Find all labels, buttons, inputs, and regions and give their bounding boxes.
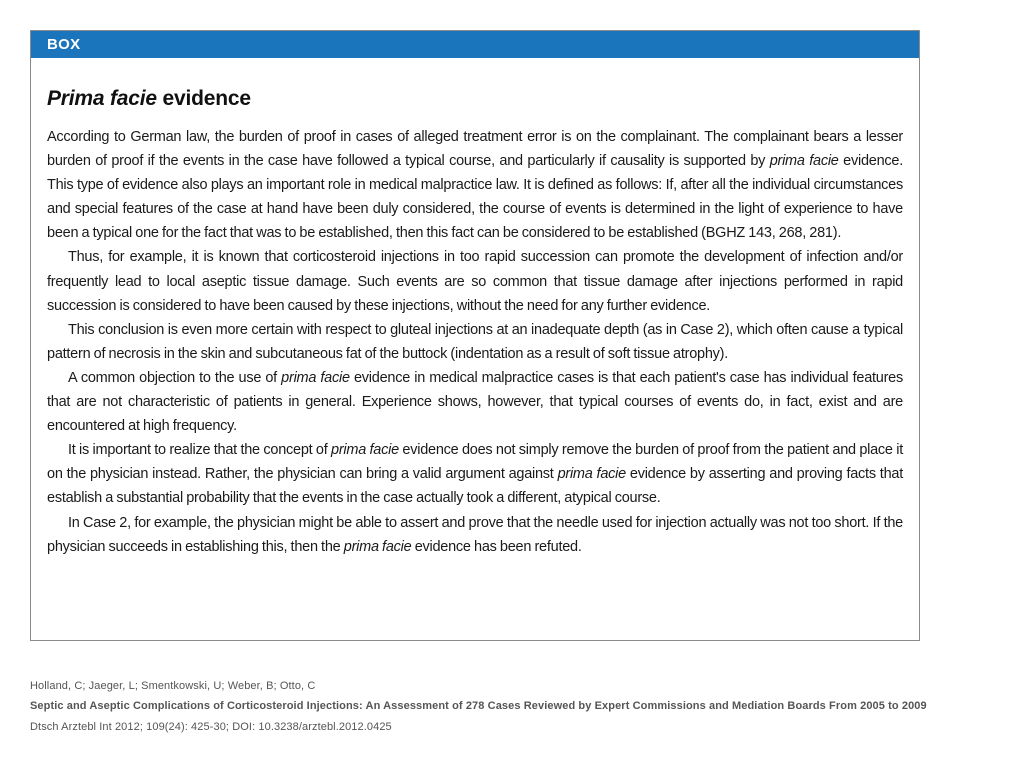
box-paragraph — [47, 245, 903, 317]
paragraph-text: It is important to realize that the concept of — [68, 442, 332, 459]
paragraph-text: evidence does not simply remove the burden of proof from the patient and place it on the physician instead. Rather, the physician can bring a valid argument against — [47, 442, 903, 483]
paragraph-text: According to German law, the burden of proof in cases of alleged treatment error is on the complainant. The complainant bears a lesser burden of proof if the events in the case have followed a typical course, and particularly if causality is supported by — [47, 129, 903, 170]
citation-title: Septic and Aseptic Complications of Corticosteroid Injections: An Assessment of 278 Cases Reviewed by Expert Commissions and Mediation Boards From 2005 to 2009 — [30, 700, 927, 712]
italic-term: prima facie — [557, 466, 626, 483]
box-title — [47, 86, 903, 112]
box-label: BOX — [47, 36, 81, 53]
box-paragraph — [47, 366, 903, 438]
paragraph-text: Thus, for example, it is known that corticosteroid injections in too rapid succession can promote the development of infection and/or frequently lead to local aseptic tissue damage. Such events are so common that tissue damage after injections performed in rapid succession is considered to have been caused by these injections, without the need for any further evidence. — [47, 249, 903, 314]
box-paragraph — [47, 511, 903, 559]
italic-term: prima facie — [331, 442, 399, 459]
paragraph-text: In Case 2, for example, the physician might be able to assert and prove that the needle used for injection actually was not too short. If the physician succeeds in establishing this, then the — [47, 514, 903, 555]
paragraph-text: This conclusion is even more certain with respect to gluteal injections at an inadequate depth (as in Case 2), which often cause a typical pattern of necrosis in the skin and subcutaneous fat of the buttock (indentation as a result of soft tissue atrophy). — [47, 321, 903, 362]
paragraph-text: A common objection to the use of — [68, 369, 282, 386]
box-header — [31, 31, 919, 58]
content-box — [30, 30, 920, 641]
citation-authors: Holland, C; Jaeger, L; Smentkowski, U; Weber, B; Otto, C — [30, 680, 316, 692]
italic-term: prima facie — [281, 369, 350, 386]
box-title-rest: evidence — [156, 87, 251, 110]
box-title-italic: Prima facie — [47, 87, 157, 110]
box-paragraph — [47, 318, 903, 366]
citation-source: Dtsch Arztebl Int 2012; 109(24): 425-30; DOI: 10.3238/arztebl.2012.0425 — [30, 721, 392, 733]
italic-term: prima facie — [769, 153, 839, 170]
box-paragraphs — [47, 125, 903, 559]
paragraph-text: evidence has been refuted. — [411, 538, 582, 555]
box-paragraph — [47, 125, 903, 245]
paragraph-text: evidence by asserting and proving facts that establish a substantial probability that the events in the case actually took a different, atypical course. — [47, 466, 903, 507]
paragraph-text: evidence in medical malpractice cases is that each patient's case has individual features that are not characteristic of patients in general. Experience shows, however, that typical courses of events do, in fact, exist and are encountered at high frequency. — [47, 369, 903, 435]
paragraph-text: evidence. This type of evidence also plays an important role in medical malpractice law. It is defined as follows: If, after all the individual circumstances and special features of the case at hand have been duly considered, the course of events is determined in the light of experience to have been a typical one for the fact that was to be established, then this fact can be considered to be established (BGHZ 143, 268, 281). — [47, 153, 903, 242]
italic-term: prima facie — [343, 538, 412, 555]
box-paragraph — [47, 438, 903, 510]
box-body — [31, 58, 919, 559]
